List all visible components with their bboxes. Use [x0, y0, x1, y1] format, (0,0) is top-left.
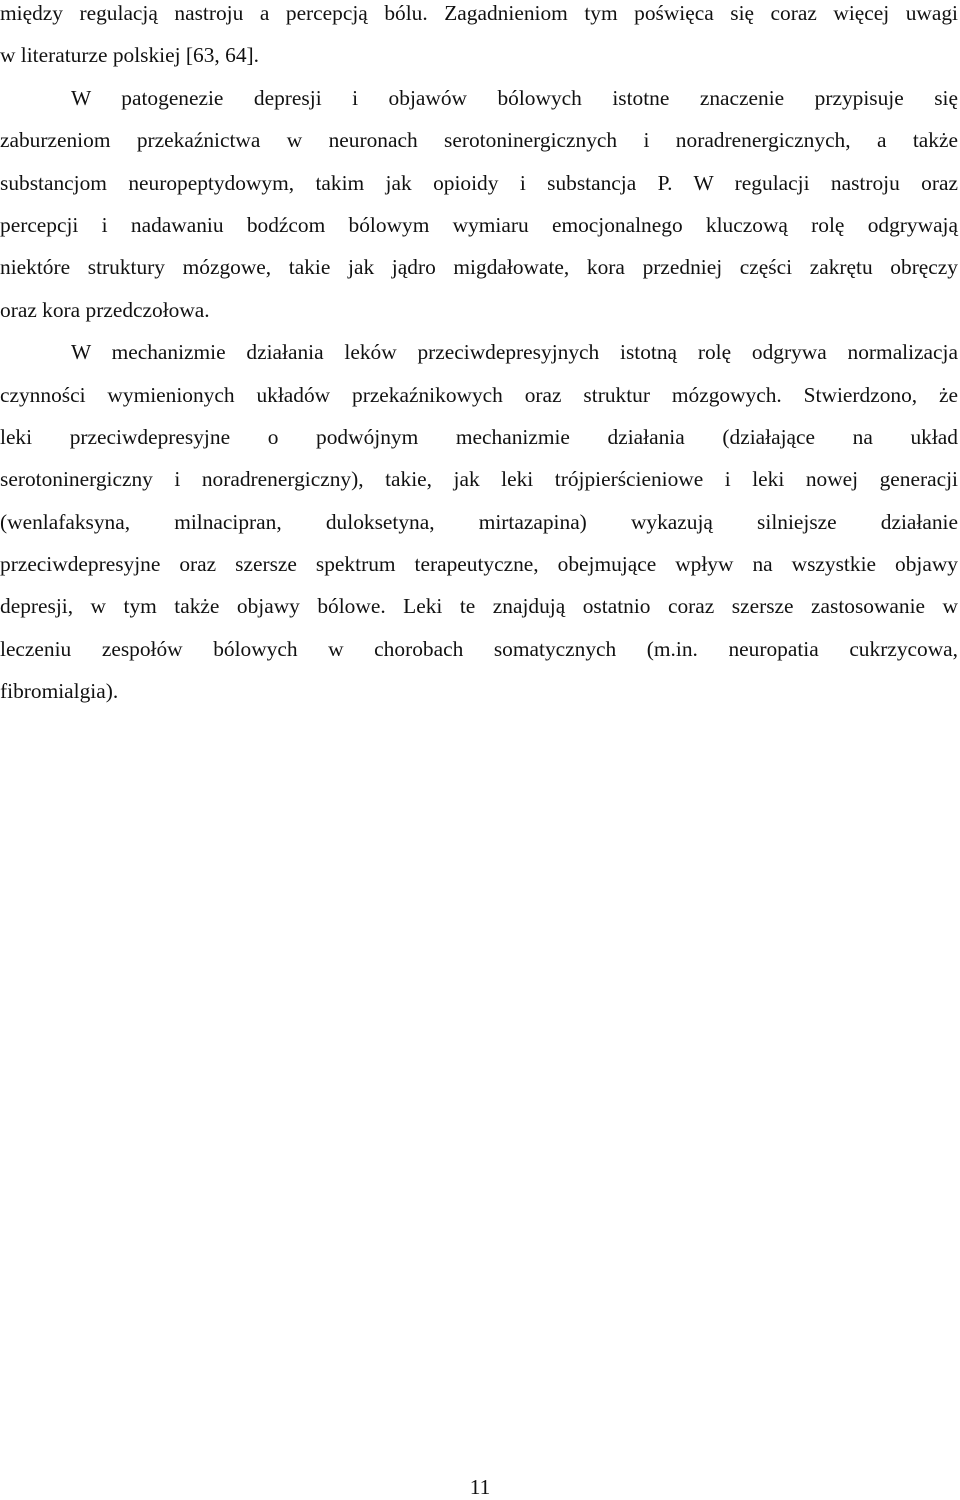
text-line: oraz kora przedczołowa. [0, 297, 210, 322]
text-line: serotoninergiczny i noradrenergiczny), takie, jak leki trójpierścieniowe i leki nowej generacji [0, 467, 958, 492]
text-line: przeciwdepresyjne oraz szersze spektrum terapeutyczne, obejmujące wpływ na wszystkie objawy [0, 552, 958, 577]
text-line: W mechanizmie działania leków przeciwdepresyjnych istotną rolę odgrywa normalizacja [71, 340, 958, 365]
text-line: niektóre struktury mózgowe, takie jak jądro migdałowate, kora przedniej części zakrętu obręczy [0, 255, 958, 280]
text-line: percepcji i nadawaniu bodźcom bólowym wymiaru emocjonalnego kluczową rolę odgrywają [0, 212, 958, 237]
text-line: czynności wymienionych układów przekaźnikowych oraz struktur mózgowych. Stwierdzono, że [0, 382, 958, 407]
paragraph-1 [0, 0, 958, 77]
text-line: substancjom neuropeptydowym, takim jak opioidy i substancja P. W regulacji nastroju oraz [0, 170, 958, 195]
text-line: zaburzeniom przekaźnictwa w neuronach serotoninergicznych i noradrenergicznych, a także [0, 128, 958, 153]
text-line: leki przeciwdepresyjne o podwójnym mechanizmie działania (działające na układ [0, 424, 958, 449]
text-line: W patogenezie depresji i objawów bólowych istotne znaczenie przypisuje się [71, 85, 958, 110]
paragraph-2 [0, 77, 958, 331]
text-line: leczeniu zespołów bólowych w chorobach somatycznych (m.in. neuropatia cukrzycowa, [0, 636, 958, 661]
text-line: między regulacją nastroju a percepcją bólu. Zagadnieniom tym poświęca się coraz więcej uwagi [0, 1, 958, 25]
text-line: fibromialgia). [0, 679, 119, 704]
text-line: (wenlafaksyna, milnacipran, duloksetyna, mirtazapina) wykazują silniejsze działanie [0, 509, 958, 534]
paragraph-3 [0, 331, 958, 713]
page-number: 11 [469, 1475, 491, 1499]
body-text [0, 0, 958, 713]
text-line: w literaturze polskiej [63, 64]. [0, 43, 259, 68]
text-line: depresji, w tym także objawy bólowe. Leki te znajdują ostatnio coraz szersze zastosowanie w [0, 594, 958, 619]
